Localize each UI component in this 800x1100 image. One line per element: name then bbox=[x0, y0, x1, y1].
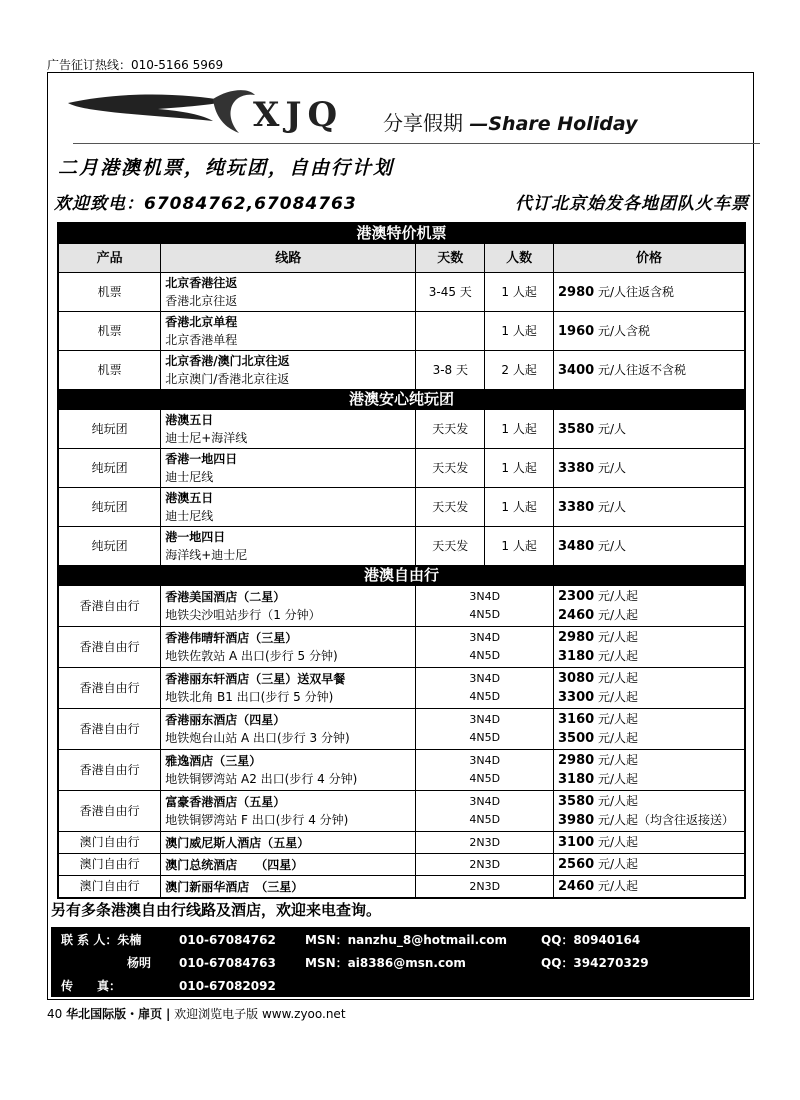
table-row bbox=[58, 488, 745, 527]
train-ticket-banner: 代订北京始发各地团队火车票 bbox=[515, 194, 749, 214]
route-detail: 地铁铜锣湾站 F 出口(步行 4 分钟) bbox=[165, 813, 349, 827]
price-amount: 3580 bbox=[558, 794, 595, 809]
price-line bbox=[558, 751, 740, 770]
price-line bbox=[558, 420, 740, 439]
table-row bbox=[58, 750, 745, 791]
price-unit: 元/人起（均含往返接送） bbox=[594, 813, 735, 827]
route-cell bbox=[161, 832, 416, 854]
price-cell bbox=[554, 410, 745, 449]
contact-label: 杨明 bbox=[127, 956, 152, 970]
route-cell bbox=[161, 854, 416, 876]
table-row bbox=[58, 791, 745, 832]
people-cell: 1 人起 bbox=[485, 273, 554, 312]
footer-text: 欢迎浏览电子版 www.zyoo.net bbox=[174, 1007, 346, 1021]
slogan-cn: 分享假期 bbox=[383, 111, 463, 135]
route-line: 香港丽东轩酒店（三星）送双早餐 bbox=[165, 672, 346, 686]
price-unit: 元/人 bbox=[594, 499, 627, 514]
product-cell: 纯玩团 bbox=[58, 410, 161, 449]
route-line: 港澳五日 bbox=[165, 413, 214, 427]
route-line: 港澳五日 bbox=[165, 491, 214, 505]
price-unit: 元/人起 bbox=[594, 589, 639, 603]
price-unit: 元/人 bbox=[594, 538, 627, 553]
price-cell bbox=[554, 709, 745, 750]
days-cell bbox=[416, 312, 485, 351]
route-detail: 北京澳门/香港北京往返 bbox=[165, 372, 290, 386]
days-option: 4N5D bbox=[469, 690, 501, 703]
route-cell bbox=[161, 876, 416, 899]
table-header-row bbox=[58, 244, 745, 273]
route-detail: 地铁尖沙咀站步行（1 分钟） bbox=[165, 608, 321, 622]
product-cell: 香港自由行 bbox=[58, 668, 161, 709]
route-cell bbox=[161, 527, 416, 566]
price-amount: 3500 bbox=[558, 731, 595, 746]
route-line: 香港美国酒店（二星） bbox=[165, 590, 286, 604]
eagle-wing-icon bbox=[63, 81, 263, 139]
route-cell bbox=[161, 410, 416, 449]
price-line bbox=[558, 647, 740, 666]
price-line bbox=[558, 770, 740, 789]
brand-name: XJQ bbox=[253, 95, 344, 135]
price-unit: 元/人起 bbox=[594, 772, 639, 786]
product-cell: 机票 bbox=[58, 273, 161, 312]
ad-hotline: 广告征订热线：010-5166 5969 bbox=[47, 58, 224, 72]
price-cell bbox=[554, 791, 745, 832]
price-amount: 3160 bbox=[558, 712, 595, 727]
price-amount: 3480 bbox=[558, 538, 595, 554]
route-detail: 地铁炮台山站 A 出口(步行 3 分钟) bbox=[165, 731, 350, 745]
route-cell bbox=[161, 488, 416, 527]
price-cell bbox=[554, 273, 745, 312]
price-line bbox=[558, 688, 740, 707]
price-line bbox=[558, 498, 740, 517]
days-option: 3N4D bbox=[469, 713, 501, 726]
table-row bbox=[58, 527, 745, 566]
days-cell bbox=[416, 854, 554, 876]
route-detail: 海洋线+迪士尼 bbox=[165, 548, 248, 562]
route-cell bbox=[161, 351, 416, 390]
price-line bbox=[558, 877, 740, 896]
days-cell bbox=[416, 791, 554, 832]
price-line bbox=[558, 855, 740, 874]
price-amount: 2560 bbox=[558, 857, 595, 872]
route-detail: 地铁铜锣湾站 A2 出口(步行 4 分钟) bbox=[165, 772, 358, 786]
route-line: 香港丽东酒店（四星） bbox=[165, 713, 286, 727]
price-amount: 2980 bbox=[558, 284, 595, 300]
price-unit: 元/人起 bbox=[594, 731, 639, 745]
product-cell: 香港自由行 bbox=[58, 791, 161, 832]
days-cell bbox=[416, 586, 554, 627]
table-row bbox=[58, 449, 745, 488]
col-header: 人数 bbox=[485, 244, 554, 273]
price-amount: 2460 bbox=[558, 879, 595, 894]
route-detail: 地铁北角 B1 出口(步行 5 分钟) bbox=[165, 690, 334, 704]
contact-box bbox=[51, 927, 750, 997]
price-unit: 元/人起 bbox=[594, 794, 639, 808]
table-row bbox=[58, 410, 745, 449]
people-cell: 1 人起 bbox=[485, 488, 554, 527]
route-line: 澳门新丽华酒店 （三星） bbox=[165, 879, 304, 894]
days-cell: 3-45 天 bbox=[416, 273, 485, 312]
price-unit: 元/人 bbox=[594, 421, 627, 436]
price-line bbox=[558, 606, 740, 625]
price-amount: 3380 bbox=[558, 460, 595, 476]
table-row bbox=[58, 876, 745, 899]
price-amount: 3980 bbox=[558, 813, 595, 828]
price-amount: 3080 bbox=[558, 671, 595, 686]
price-unit: 元/人起 bbox=[594, 712, 639, 726]
price-line bbox=[558, 669, 740, 688]
days-option: 4N5D bbox=[469, 608, 501, 621]
product-cell: 机票 bbox=[58, 312, 161, 351]
page-number: 40 bbox=[47, 1007, 63, 1021]
people-cell: 1 人起 bbox=[485, 312, 554, 351]
route-line: 北京香港往返 bbox=[165, 276, 238, 290]
days-cell: 天天发 bbox=[416, 449, 485, 488]
product-cell: 香港自由行 bbox=[58, 750, 161, 791]
col-header: 线路 bbox=[161, 244, 416, 273]
section-header bbox=[58, 390, 745, 410]
price-unit: 元/人起 bbox=[594, 671, 639, 685]
route-cell bbox=[161, 750, 416, 791]
contact-phone: 010-67084763 bbox=[179, 956, 276, 970]
price-line bbox=[558, 361, 740, 380]
fax-number: 010-67082092 bbox=[179, 979, 276, 993]
route-detail: 地铁佐敦站 A 出口(步行 5 分钟) bbox=[165, 649, 338, 663]
days-cell bbox=[416, 876, 554, 899]
price-unit: 元/人起 bbox=[594, 835, 639, 849]
price-line bbox=[558, 710, 740, 729]
price-unit: 元/人起 bbox=[594, 608, 639, 622]
days-cell: 天天发 bbox=[416, 410, 485, 449]
route-line: 澳门威尼斯人酒店（五星） bbox=[165, 835, 310, 850]
price-cell bbox=[554, 750, 745, 791]
price-unit: 元/人起 bbox=[594, 879, 639, 893]
days-cell bbox=[416, 750, 554, 791]
price-amount: 2980 bbox=[558, 630, 595, 645]
days-cell: 3-8 天 bbox=[416, 351, 485, 390]
price-line bbox=[558, 833, 740, 852]
days-option: 3N4D bbox=[469, 754, 501, 767]
price-line bbox=[558, 628, 740, 647]
price-unit: 元/人往返含税 bbox=[594, 284, 675, 299]
contact-banner bbox=[54, 189, 749, 214]
ad-frame bbox=[47, 72, 754, 1000]
section-title: 港澳特价机票 bbox=[58, 223, 745, 244]
price-unit: 元/人 bbox=[594, 460, 627, 475]
price-unit: 元/人起 bbox=[594, 690, 639, 704]
price-line bbox=[558, 283, 740, 302]
page-footer bbox=[47, 1005, 346, 1022]
headline: 二月港澳机票，纯玩团，自由行计划 bbox=[58, 157, 395, 179]
price-cell bbox=[554, 488, 745, 527]
days-option: 2N3D bbox=[469, 857, 501, 871]
days-cell: 天天发 bbox=[416, 488, 485, 527]
days-option: 3N4D bbox=[469, 672, 501, 685]
contact-msn: MSN：nanzhu_8@hotmail.com bbox=[305, 933, 508, 947]
price-amount: 3180 bbox=[558, 649, 595, 664]
people-cell: 2 人起 bbox=[485, 351, 554, 390]
route-line: 澳门总统酒店 （四星） bbox=[165, 857, 304, 872]
price-line bbox=[558, 811, 740, 830]
slogan-en: —Share Holiday bbox=[469, 113, 638, 135]
product-cell: 纯玩团 bbox=[58, 488, 161, 527]
price-table bbox=[57, 222, 746, 899]
table-row bbox=[58, 668, 745, 709]
route-detail: 迪士尼+海洋线 bbox=[165, 431, 248, 445]
days-option: 4N5D bbox=[469, 731, 501, 744]
price-amount: 3380 bbox=[558, 499, 595, 515]
slogan bbox=[383, 107, 637, 136]
price-cell bbox=[554, 876, 745, 899]
price-unit: 元/人起 bbox=[594, 630, 639, 644]
product-cell: 纯玩团 bbox=[58, 449, 161, 488]
price-cell bbox=[554, 627, 745, 668]
price-unit: 元/人含税 bbox=[594, 323, 651, 338]
table-row bbox=[58, 312, 745, 351]
days-option: 2N3D bbox=[469, 879, 501, 893]
days-option: 4N5D bbox=[469, 813, 501, 826]
price-cell bbox=[554, 854, 745, 876]
price-amount: 2460 bbox=[558, 608, 595, 623]
route-line: 港一地四日 bbox=[165, 530, 226, 544]
table-row bbox=[58, 351, 745, 390]
price-cell bbox=[554, 351, 745, 390]
days-option: 3N4D bbox=[469, 590, 501, 603]
edition-label: 华北国际版・扉页 bbox=[66, 1007, 163, 1021]
people-cell: 1 人起 bbox=[485, 527, 554, 566]
product-cell: 机票 bbox=[58, 351, 161, 390]
price-line bbox=[558, 322, 740, 341]
table-row bbox=[58, 586, 745, 627]
days-option: 4N5D bbox=[469, 649, 501, 662]
days-option: 2N3D bbox=[469, 835, 501, 849]
route-cell bbox=[161, 668, 416, 709]
table-row bbox=[58, 854, 745, 876]
price-amount: 2300 bbox=[558, 589, 595, 604]
price-cell bbox=[554, 449, 745, 488]
days-cell bbox=[416, 668, 554, 709]
price-line bbox=[558, 729, 740, 748]
route-line: 香港一地四日 bbox=[165, 452, 238, 466]
price-line bbox=[558, 537, 740, 556]
route-cell bbox=[161, 627, 416, 668]
section-title: 港澳自由行 bbox=[58, 566, 745, 586]
footer-separator: | bbox=[165, 1007, 171, 1021]
product-cell: 香港自由行 bbox=[58, 709, 161, 750]
route-line: 北京香港/澳门北京往返 bbox=[165, 354, 290, 368]
table-row bbox=[58, 709, 745, 750]
price-cell bbox=[554, 668, 745, 709]
price-amount: 3180 bbox=[558, 772, 595, 787]
route-cell bbox=[161, 586, 416, 627]
logo-area bbox=[63, 81, 753, 141]
section-header bbox=[58, 223, 745, 244]
route-cell bbox=[161, 709, 416, 750]
route-detail: 香港北京往返 bbox=[165, 294, 238, 308]
product-cell: 香港自由行 bbox=[58, 586, 161, 627]
route-detail: 北京香港单程 bbox=[165, 333, 238, 347]
price-unit: 元/人起 bbox=[594, 649, 639, 663]
price-unit: 元/人起 bbox=[594, 753, 639, 767]
price-amount: 3580 bbox=[558, 421, 595, 437]
route-line: 富豪香港酒店（五星） bbox=[165, 795, 286, 809]
price-unit: 元/人往返不含税 bbox=[594, 362, 687, 377]
logo-divider bbox=[73, 143, 760, 144]
contact-qq: QQ：80940164 bbox=[541, 933, 641, 947]
price-unit: 元/人起 bbox=[594, 857, 639, 871]
col-header: 天数 bbox=[416, 244, 485, 273]
product-cell: 澳门自由行 bbox=[58, 832, 161, 854]
product-cell: 香港自由行 bbox=[58, 627, 161, 668]
price-cell bbox=[554, 586, 745, 627]
route-cell bbox=[161, 791, 416, 832]
people-cell: 1 人起 bbox=[485, 449, 554, 488]
price-line bbox=[558, 587, 740, 606]
route-detail: 迪士尼线 bbox=[165, 470, 214, 484]
people-cell: 1 人起 bbox=[485, 410, 554, 449]
section-title: 港澳安心纯玩团 bbox=[58, 390, 745, 410]
contact-phone-banner: 欢迎致电：67084762,67084763 bbox=[54, 194, 357, 214]
route-line: 雅逸酒店（三星） bbox=[165, 754, 262, 768]
route-cell bbox=[161, 449, 416, 488]
price-amount: 3300 bbox=[558, 690, 595, 705]
contact-msn: MSN：ai8386@msn.com bbox=[305, 956, 466, 970]
price-line bbox=[558, 459, 740, 478]
days-cell: 天天发 bbox=[416, 527, 485, 566]
product-cell: 纯玩团 bbox=[58, 527, 161, 566]
price-cell bbox=[554, 832, 745, 854]
days-option: 4N5D bbox=[469, 772, 501, 785]
table-row bbox=[58, 273, 745, 312]
route-line: 香港北京单程 bbox=[165, 315, 238, 329]
price-line bbox=[558, 792, 740, 811]
route-cell bbox=[161, 273, 416, 312]
contact-label: 传 真： bbox=[61, 979, 122, 993]
route-detail: 迪士尼线 bbox=[165, 509, 214, 523]
contact-qq: QQ：394270329 bbox=[541, 956, 649, 970]
price-amount: 3400 bbox=[558, 362, 595, 378]
route-line: 香港伟晴轩酒店（三星） bbox=[165, 631, 298, 645]
col-header: 产品 bbox=[58, 244, 161, 273]
days-option: 3N4D bbox=[469, 795, 501, 808]
price-amount: 2980 bbox=[558, 753, 595, 768]
price-amount: 1960 bbox=[558, 323, 595, 339]
contact-phone: 010-67084762 bbox=[179, 933, 276, 947]
extra-note: 另有多条港澳自由行线路及酒店，欢迎来电查询。 bbox=[51, 901, 382, 919]
col-header: 价格 bbox=[554, 244, 745, 273]
product-cell: 澳门自由行 bbox=[58, 876, 161, 899]
days-cell bbox=[416, 709, 554, 750]
days-option: 3N4D bbox=[469, 631, 501, 644]
contact-label: 联 系 人：朱楠 bbox=[61, 933, 142, 947]
days-cell bbox=[416, 832, 554, 854]
price-amount: 3100 bbox=[558, 835, 595, 850]
table-row bbox=[58, 832, 745, 854]
days-cell bbox=[416, 627, 554, 668]
product-cell: 澳门自由行 bbox=[58, 854, 161, 876]
section-header bbox=[58, 566, 745, 586]
table-row bbox=[58, 627, 745, 668]
route-cell bbox=[161, 312, 416, 351]
price-cell bbox=[554, 527, 745, 566]
price-cell bbox=[554, 312, 745, 351]
